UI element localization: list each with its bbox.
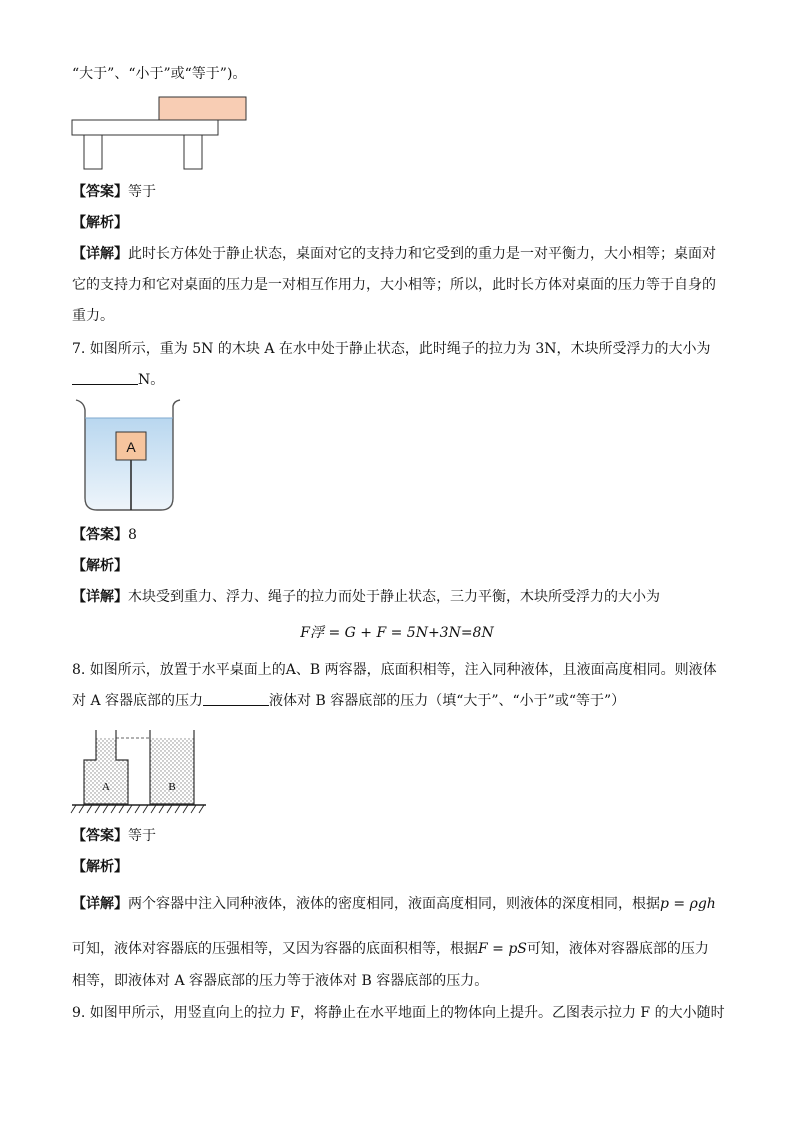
container-a-liquid [84,738,128,804]
answer-8 [72,826,156,846]
beaker-figure [72,396,184,516]
detail-7-line-1 [72,587,660,607]
detail-7-text: 木块受到重力、浮力、绳子的拉力而处于静止状态，三力平衡，木块所受浮力的大小为 [128,589,660,605]
question-6-tail: “大于”、“小于”或“等于”)。 [72,66,247,82]
detail-8-text-1: 两个容器中注入同种液体，液体的密度相同，液面高度相同，则液体的深度相同，根据 [128,896,660,912]
formula-pressure: p = ρgh [660,896,716,912]
analysis-6-heading: 【解析】 [72,215,128,231]
detail-8-text-2a: 可知，液体对容器底的压强相等，又因为容器的底面积相等，根据 [72,941,478,957]
question-7-unit: N。 [138,372,165,388]
container-a-label: A [102,781,110,793]
detail-8-line-2 [72,939,709,959]
question-7-line-1: 7. 如图所示，重为 5N 的木块 A 在水中处于静止状态，此时绳子的拉力为 3N，木块所受浮力的大小为 [72,341,711,357]
answer-7-value: 8 [128,527,137,543]
detail-6-line-2: 它的支持力和它对桌面的压力是一对相互作用力，大小相等；所以，此时长方体对桌面的压力等于自身的 [72,277,716,293]
answer-blank-7 [72,370,138,385]
detail-tag: 【详解】 [72,246,128,262]
table-block-figure [70,94,252,172]
question-8-line-1: 8. 如图所示，放置于水平桌面上的A、B 两容器，底面积相等，注入同种液体，且液面高度相同。则液体 [72,662,717,678]
question-8-post: 液体对 B 容器底部的压力（填“大于”、“小于”或“等于”） [269,693,626,709]
detail-8-text-2b: 可知，液体对容器底部的压力 [526,941,709,957]
detail-tag: 【详解】 [72,896,128,912]
detail-tag: 【详解】 [72,589,128,605]
table-leg-left [84,135,102,169]
table-top [72,120,218,135]
question-9-line-1: 9. 如图甲所示，用竖直向上的拉力 F，将静止在水平地面上的物体向上提升。乙图表示拉力 F 的大小随时 [72,1005,725,1021]
answer-tag: 【答案】 [72,527,128,543]
answer-7 [72,525,137,545]
answer-tag: 【答案】 [72,828,128,844]
answer-tag: 【答案】 [72,184,128,200]
formula-7 [0,622,794,642]
table-leg-right [184,135,202,169]
answer-blank-8 [203,691,269,706]
analysis-7-heading: 【解析】 [72,558,128,574]
question-8-pre: 对 A 容器底部的压力 [72,693,204,709]
wood-block-label: A [126,439,136,455]
detail-8-line-1 [72,894,716,914]
detail-6-line-3: 重力。 [72,308,114,324]
cuboid-block [159,97,246,120]
detail-6-text-1: 此时长方体处于静止状态，桌面对它的支持力和它受到的重力是一对平衡力，大小相等；桌面对 [128,246,716,262]
question-8-line-2 [72,691,625,711]
containers-figure [70,728,210,816]
detail-6-line-1 [72,244,716,264]
answer-6-value: 等于 [128,184,156,200]
formula-force: F = pS [478,941,527,957]
question-7-line-2 [72,370,164,390]
container-b-label: B [168,781,176,793]
answer-6 [72,182,156,202]
answer-8-value: 等于 [128,828,156,844]
container-b-liquid [150,738,194,804]
formula-7-text: F浮 = G + F = 5N+3N=8N [300,625,494,641]
analysis-8-heading: 【解析】 [72,859,128,875]
ground-hatch [71,805,204,813]
detail-8-line-3: 相等，即液体对 A 容器底部的压力等于液体对 B 容器底部的压力。 [72,973,489,989]
